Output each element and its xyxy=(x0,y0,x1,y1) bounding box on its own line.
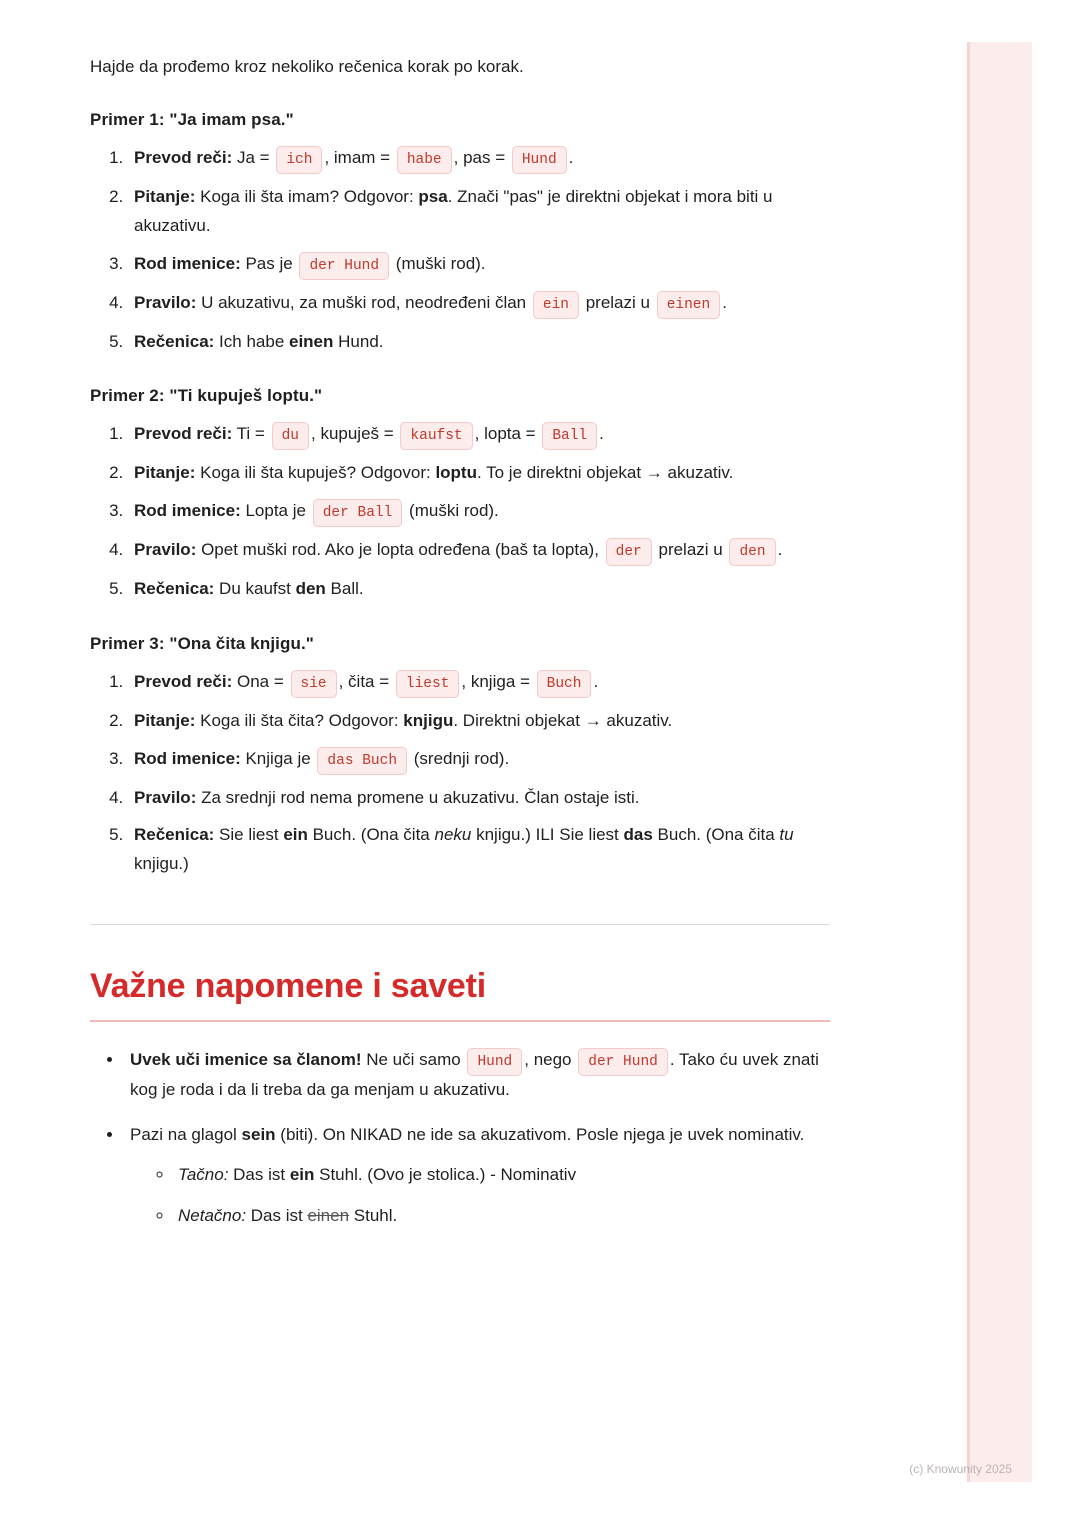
sub-notes-list xyxy=(130,1161,830,1231)
section-divider xyxy=(90,924,830,925)
list-item xyxy=(128,250,830,280)
list-item xyxy=(124,1046,830,1105)
step-label: Pravilo: xyxy=(134,787,197,807)
body-text: . xyxy=(777,540,783,560)
body-text: . xyxy=(593,671,599,691)
list-item xyxy=(128,328,830,357)
body-text: Das ist xyxy=(228,1165,290,1185)
step-label: Prevod reči: xyxy=(134,148,233,168)
inline-code-token: kaufst xyxy=(400,422,472,450)
list-item xyxy=(128,459,830,488)
copyright-footer: (c) Knowunity 2025 xyxy=(909,1462,1012,1476)
emphasis-text: loptu xyxy=(435,463,477,483)
body-text: prelazi u xyxy=(580,292,655,312)
example-steps-list xyxy=(90,144,830,356)
inline-code-token: liest xyxy=(396,670,460,698)
body-text: . Direktni objekat → akuzativ. xyxy=(453,710,673,730)
body-text: , nego xyxy=(524,1050,577,1070)
body-text: Stuhl. (Ovo je stolica.) - Nominativ xyxy=(314,1165,577,1185)
body-text: . xyxy=(568,148,574,168)
emphasis-text: ein xyxy=(283,825,308,845)
list-item xyxy=(128,821,830,878)
example-heading: Primer 1: "Ja imam psa." xyxy=(90,110,294,130)
emphasis-text: einen xyxy=(289,331,334,351)
body-text: Koga ili šta imam? Odgovor: xyxy=(195,187,419,207)
body-text: Pazi na glagol xyxy=(130,1124,242,1144)
emphasis-text: Uvek uči imenice sa članom! xyxy=(130,1050,362,1070)
inline-code-token: habe xyxy=(397,146,452,174)
body-text: , pas = xyxy=(453,148,510,168)
body-text: . To je direktni objekat → akuzativ. xyxy=(476,463,734,483)
step-label: Prevod reči: xyxy=(134,671,233,691)
step-label: Rod imenice: xyxy=(134,748,241,768)
inline-code-token: einen xyxy=(657,291,721,319)
italic-text: tu xyxy=(779,825,794,845)
example-heading: Primer 2: "Ti kupuješ loptu." xyxy=(90,386,323,406)
list-item xyxy=(128,144,830,174)
body-text: Ball. xyxy=(325,579,364,599)
inline-code-token: ein xyxy=(533,291,579,319)
examples-container xyxy=(90,110,830,878)
step-label: Pravilo: xyxy=(134,540,197,560)
body-text: Pas je xyxy=(240,253,298,273)
body-text: Buch. (Ona čita xyxy=(652,825,780,845)
body-text: , knjiga = xyxy=(461,671,535,691)
emphasis-text: sein xyxy=(241,1124,276,1144)
inline-code-token: das Buch xyxy=(317,747,407,775)
inline-code-token: Hund xyxy=(512,146,567,174)
emphasis-text: psa xyxy=(418,187,448,207)
list-item xyxy=(128,784,830,813)
example-heading: Primer 3: "Ona čita knjigu." xyxy=(90,633,314,653)
inline-code-token: der Ball xyxy=(313,499,403,527)
italic-text: Netačno: xyxy=(178,1206,247,1226)
list-item xyxy=(128,668,830,698)
body-text: Za srednji rod nema promene u akuzativu. Član ostaje isti. xyxy=(196,787,640,807)
step-label: Pitanje: xyxy=(134,710,196,730)
body-text: Du kaufst xyxy=(214,579,296,599)
italic-text: Tačno: xyxy=(178,1165,229,1185)
step-label: Rod imenice: xyxy=(134,501,241,521)
body-text: prelazi u xyxy=(653,540,728,560)
struck-text: einen xyxy=(307,1206,350,1226)
body-text: , kupuješ = xyxy=(311,424,399,444)
body-text: Buch. (Ona čita xyxy=(307,825,435,845)
italic-text: neku xyxy=(434,825,472,845)
body-text: , imam = xyxy=(324,148,395,168)
list-item xyxy=(128,183,830,240)
inline-code-token: du xyxy=(272,422,309,450)
inline-code-token: der Hund xyxy=(578,1048,668,1076)
body-text: Ja = xyxy=(232,148,275,168)
inline-code-token: den xyxy=(729,538,775,566)
list-item xyxy=(128,575,830,604)
body-text: Hund. xyxy=(333,331,384,351)
inline-code-token: der xyxy=(606,538,652,566)
intro-paragraph: Hajde da prođemo kroz nekoliko rečenica korak po korak. xyxy=(90,57,524,76)
step-label: Prevod reči: xyxy=(134,424,233,444)
body-text: Ne uči samo xyxy=(361,1050,466,1070)
body-text: Ti = xyxy=(232,424,270,444)
body-text: knjigu.) xyxy=(134,853,189,873)
inline-code-token: der Hund xyxy=(299,252,389,280)
list-item xyxy=(174,1202,830,1231)
emphasis-text: das xyxy=(623,825,653,845)
step-label: Rečenica: xyxy=(134,579,215,599)
body-text: Stuhl. xyxy=(349,1206,398,1226)
body-text: Opet muški rod. Ako je lopta određena (baš ta lopta), xyxy=(196,540,604,560)
body-text: Ona = xyxy=(232,671,289,691)
body-text: . xyxy=(722,292,727,312)
list-item xyxy=(128,745,830,775)
list-item xyxy=(128,707,830,736)
example-steps-list xyxy=(90,420,830,603)
list-item xyxy=(128,497,830,527)
body-text: . xyxy=(599,424,604,444)
list-item xyxy=(128,420,830,450)
body-text: , čita = xyxy=(338,671,394,691)
body-text: (muški rod). xyxy=(391,253,486,273)
step-label: Pitanje: xyxy=(134,187,196,207)
body-text: , lopta = xyxy=(474,424,541,444)
step-label: Pravilo: xyxy=(134,292,197,312)
emphasis-text: den xyxy=(295,579,326,599)
step-label: Rod imenice: xyxy=(134,253,241,273)
notes-list xyxy=(90,1046,830,1231)
list-item xyxy=(124,1121,830,1231)
body-text: U akuzativu, za muški rod, neodređeni član xyxy=(196,292,531,312)
body-text: Ich habe xyxy=(214,331,289,351)
emphasis-text: ein xyxy=(289,1165,315,1185)
inline-code-token: sie xyxy=(291,670,337,698)
body-text: . Znači "pas" je direktni objekat i mora biti u akuzativu. xyxy=(134,187,773,236)
body-text: (srednji rod). xyxy=(409,748,510,768)
example-steps-list xyxy=(90,668,830,878)
body-text: Koga ili šta kupuješ? Odgovor: xyxy=(195,463,436,483)
list-item xyxy=(128,289,830,319)
inline-code-token: Ball xyxy=(542,422,597,450)
inline-code-token: Hund xyxy=(467,1048,522,1076)
inline-code-token: ich xyxy=(276,146,322,174)
section-title-rule xyxy=(90,1020,830,1022)
step-label: Rečenica: xyxy=(134,331,215,351)
list-item xyxy=(174,1161,830,1190)
body-text: Knjiga je xyxy=(240,748,316,768)
inline-code-token: Buch xyxy=(537,670,592,698)
body-text: Koga ili šta čita? Odgovor: xyxy=(195,710,404,730)
body-text: . Tako ću uvek znati kog je roda i da li treba da ga menjam u akuzativu. xyxy=(130,1050,819,1100)
page-title: Važne napomene i saveti xyxy=(90,967,487,1006)
body-text: Das ist xyxy=(246,1206,308,1226)
body-text: (biti). On NIKAD ne ide sa akuzativom. Posle njega je uvek nominativ. xyxy=(275,1124,805,1144)
body-text: knjigu.) ILI Sie liest xyxy=(471,825,624,845)
emphasis-text: knjigu xyxy=(403,710,454,730)
body-text: Sie liest xyxy=(214,825,284,845)
step-label: Pitanje: xyxy=(134,463,196,483)
list-item xyxy=(128,536,830,566)
step-label: Rečenica: xyxy=(134,825,215,845)
body-text: Lopta je xyxy=(240,501,311,521)
body-text: (muški rod). xyxy=(404,501,499,521)
